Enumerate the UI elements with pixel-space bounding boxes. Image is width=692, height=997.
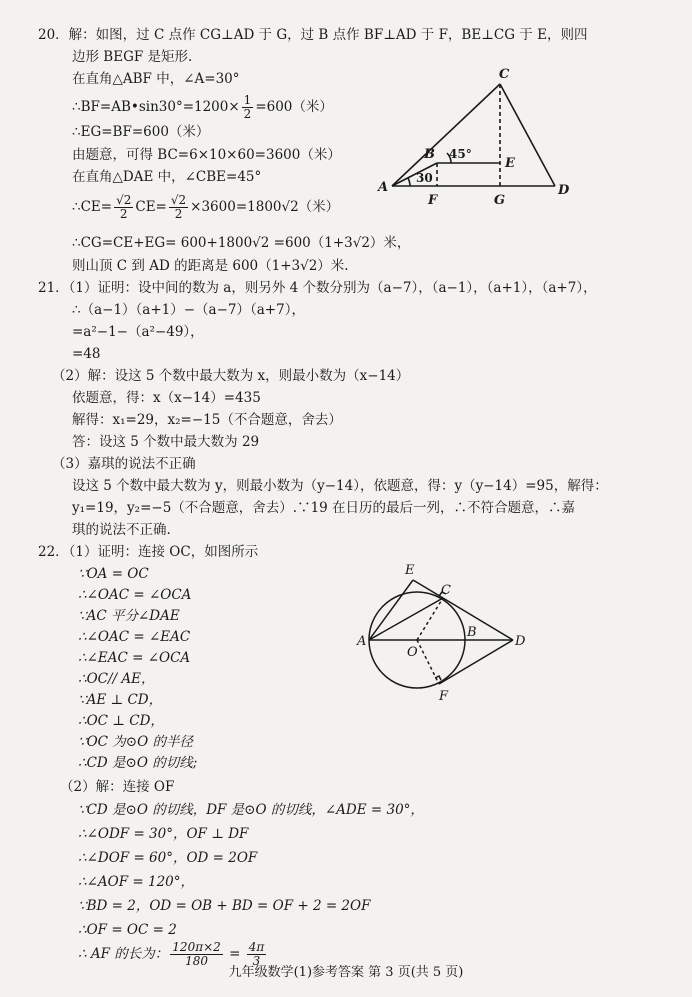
label-b: B [424, 147, 435, 162]
arc-30 [408, 178, 410, 186]
label-angle-30: 30 [416, 171, 433, 185]
label-c: C [441, 583, 451, 598]
figure-circle [355, 560, 540, 710]
q20-line3: 在直角△ABF 中，∠A=30° [72, 71, 240, 87]
q20-line10: 则山顶 C 到 AD 的距离是 600（1+3√2）米. [72, 258, 349, 274]
q22-proof10: ∴CD 是⊙O 的切线; [78, 755, 198, 771]
q21-line1: 21．（1）证明：设中间的数为 a，则另外 4 个数分别为（a−7），（a−1），（a+1），（a+7）， [38, 280, 597, 296]
fraction-arc: $\frac{120\pi\times 2}{180}$ [172, 940, 221, 968]
line-ac [392, 84, 500, 186]
label-o: O [407, 645, 418, 660]
q22-sol2: ∴∠ODF = 30°，OF ⊥ DF [78, 826, 249, 842]
q22-sol4: ∴∠AOF = 120°， [78, 874, 194, 890]
q22-sol5: ∵BD = 2，OD = OB + BD = OF + 2 = 2OF [78, 898, 371, 914]
label-d: D [558, 183, 570, 198]
line-ac [369, 598, 443, 640]
q21-line9: （3）嘉琪的说法不正确 [52, 456, 196, 472]
label-e: E [405, 563, 415, 578]
q22-proof2: ∴∠OAC = ∠OCA [78, 587, 192, 603]
q22-proof3: ∵AC 平分∠DAE [78, 608, 180, 624]
line-ed [413, 580, 513, 640]
label-angle-45: 45° [449, 147, 472, 161]
q20-line4 [72, 94, 333, 121]
q22-sol3: ∴∠DOF = 60°，OD = 2OF [78, 850, 258, 866]
q21-line12: 琪的说法不正确. [72, 522, 171, 538]
label-f: F [439, 689, 449, 704]
fraction-root2-b: $\frac{√2}{2}$ [170, 193, 187, 221]
q22-sol1: ∵CD 是⊙O 的切线，DF 是⊙O 的切线，∠ADE = 30°， [78, 802, 424, 818]
fraction-result: $\frac{4\pi}{3}$ [248, 940, 265, 968]
q22-line1: 22．（1）证明：连接 OC，如图所示 [38, 544, 259, 560]
line-ae [369, 580, 413, 640]
q22-part2: （2）解：连接 OF [60, 779, 175, 795]
q21-line2: ∴（a−1）（a+1）−（a−7）（a+7）， [72, 302, 305, 318]
figure-triangle [370, 64, 580, 214]
q20-bf-result: =600（米） [255, 99, 333, 115]
q22-proof1: ∵OA = OC [78, 566, 149, 582]
line-oc [417, 598, 443, 640]
q22-sol6: ∴OF = OC = 2 [78, 922, 177, 938]
q22-sol7: ∴ AF 的长为： $\frac{120\pi\times 2}{180}$ = $\frac{4\pi}{3}$ [78, 940, 265, 968]
q22-proof6: ∴OC// AE， [78, 671, 155, 687]
q21-line10: 设这 5 个数中最大数为 y，则最小数为（y−14），依题意，得：y（y−14）=95，解得： [72, 478, 608, 494]
line-fd [439, 640, 513, 684]
label-e: E [505, 156, 515, 171]
q20-line6: 由题意，可得 BC=6×10×60=3600（米） [72, 147, 341, 163]
label-b: B [467, 625, 477, 640]
q22-proof7: ∵AE ⊥ CD， [78, 692, 163, 708]
q20-line8: ∴CE= $\frac{√2}{2}$ CE= $\frac{√2}{2}$ ×3600=1800√2（米） [72, 193, 340, 221]
fraction-root2-a: $\frac{√2}{2}$ [116, 193, 132, 221]
q21-line6: 依题意，得：x（x−14）=435 [72, 390, 261, 406]
label-d: D [515, 634, 526, 649]
q20-line9: ∴CG=CE+EG= 600+1800√2 =600（1+3√2）米， [72, 235, 411, 251]
label-g: G [494, 193, 506, 208]
fraction-half: $\frac{1}{2}$ [243, 93, 252, 121]
q21-line5: （2）解：设这 5 个数中最大数为 x，则最小数为（x−14） [52, 368, 410, 384]
q20-line2: 边形 BEGF 是矩形. [72, 49, 193, 65]
page-footer: 九年级数学(1)参考答案 第 3 页(共 5 页) [228, 965, 464, 980]
q20-bf-text: ∴BF=AB•sin30°=1200× [72, 99, 240, 115]
label-f: F [428, 193, 438, 208]
label-c: C [499, 67, 510, 82]
q22-proof5: ∴∠EAC = ∠OCA [78, 650, 191, 666]
q21-line3: =a²−1−（a²−49）， [72, 324, 204, 340]
q20-line1: 20．解：如图，过 C 点作 CG⊥AD 于 G，过 B 点作 BF⊥AD 于 F，BE⊥CG 于 E，则四 [38, 27, 588, 43]
q21-line11: y₁=19，y₂=−5（不合题意，舍去）.∵19 在日历的最后一列，∴不符合题意，∴嘉 [72, 500, 576, 516]
q22-proof9: ∵OC 为⊙O 的半径 [78, 734, 193, 750]
q22-proof4: ∴∠OAC = ∠EAC [78, 629, 191, 645]
q21-line4: =48 [72, 346, 101, 362]
label-a: A [378, 180, 389, 195]
q21-line7: 解得：x₁=29，x₂=−15（不合题意，舍去） [72, 412, 342, 428]
q22-proof8: ∴OC ⊥ CD， [78, 713, 164, 729]
q20-line7: 在直角△DAE 中，∠CBE=45° [72, 169, 262, 185]
q21-line8: 答：设这 5 个数中最大数为 29 [72, 434, 260, 450]
label-a: A [357, 634, 367, 649]
q20-line5: ∴EG=BF=600（米） [72, 124, 210, 140]
